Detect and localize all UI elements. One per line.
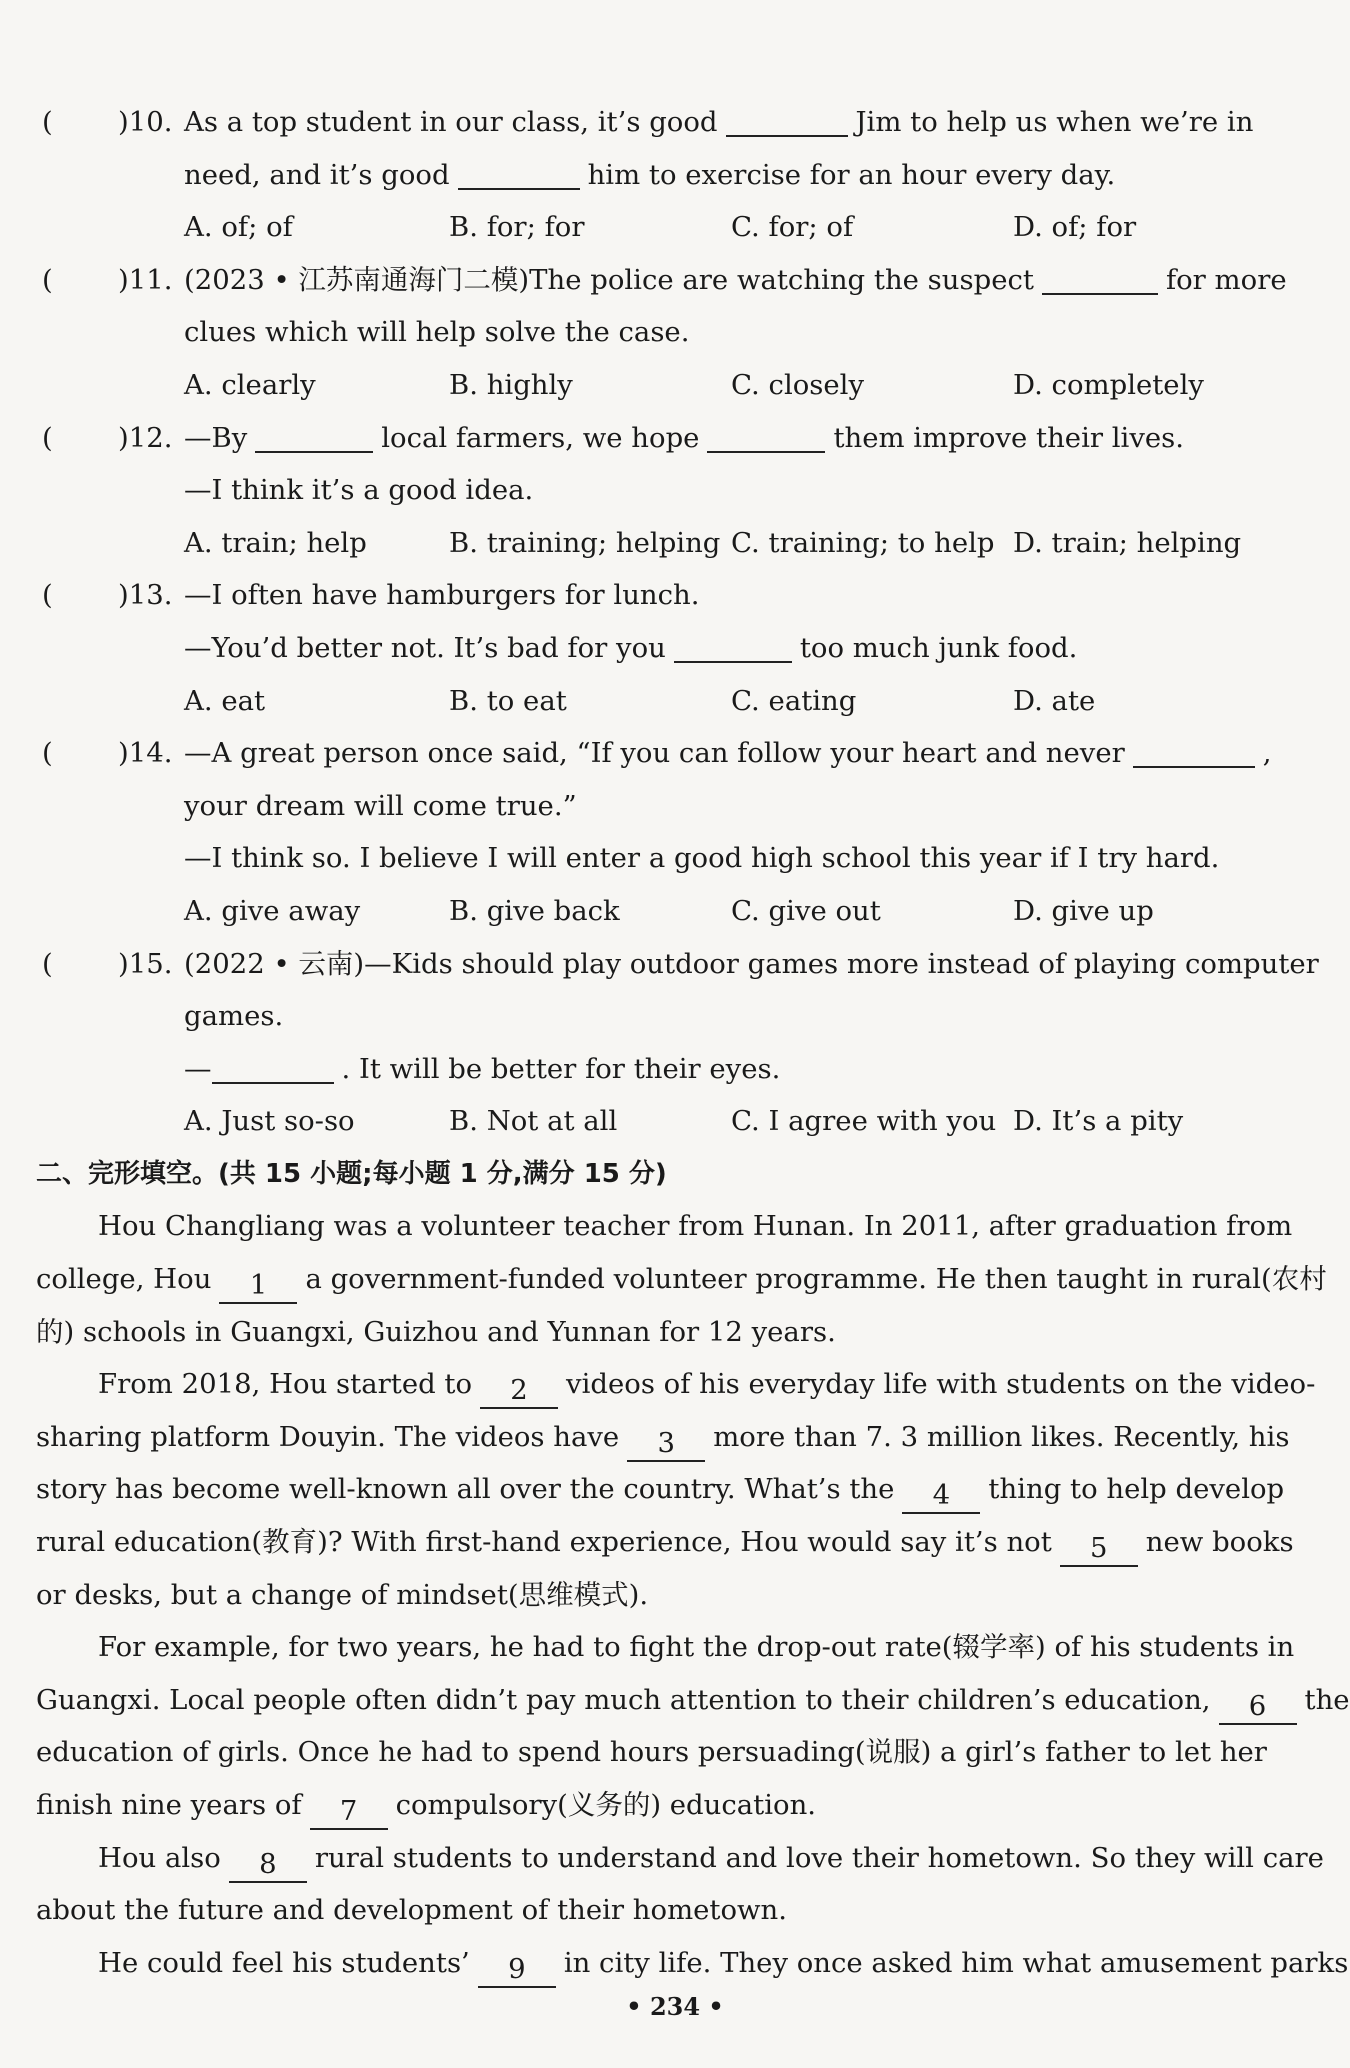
question-text [184,149,1115,202]
q15-options [36,1095,1306,1148]
passage-text: education of girls. Once he had to spend hours persuading(说服) a girl’s father to let her [36,1736,1267,1769]
option-a[interactable]: A. train; help [184,526,367,559]
passage-text-part: rural students to understand and love their hometown. So they will care [314,1841,1324,1874]
option-c[interactable]: C. for; of [731,211,854,244]
question-text: clues which will help solve the case. [184,316,690,349]
question-text-part: them improve their lives. [833,421,1185,454]
question-number: )15. [118,947,173,980]
answer-paren[interactable]: ( [42,106,53,138]
answer-paren[interactable]: ( [42,421,53,454]
q14-line-2 [36,780,1306,833]
passage-text-part: the [1304,1683,1350,1716]
cloze-blank-2[interactable]: 2 [480,1373,558,1409]
option-b[interactable]: B. Not at all [449,1105,618,1138]
passage-line [36,1253,1327,1306]
option-a[interactable]: A. Just so-so [184,1105,355,1138]
passage-text: about the future and development of their hometown. [36,1894,788,1927]
answer-blank[interactable] [212,1048,334,1084]
passage-text [36,1516,1294,1569]
passage-line [36,1200,1306,1253]
question-number: )14. [118,737,173,770]
q14-line-3 [36,832,1306,885]
question-text-part: Jim to help us when we’re in [855,106,1254,138]
option-c[interactable]: C. training; to help [731,526,995,559]
passage-text: For example, for two years, he had to fight the drop-out rate(辍学率) of his students in [98,1631,1295,1664]
question-text: —I think so. I believe I will enter a good high school this year if I try hard. [184,842,1220,875]
passage-text [98,1832,1324,1885]
passage-text-part: Guangxi. Local people often didn’t pay much attention to their children’s education, [36,1683,1211,1716]
q13-line-2 [36,622,1306,675]
answer-paren[interactable]: ( [42,737,53,770]
question-text-part: As a top student in our class, it’s good [184,106,718,138]
answer-paren[interactable]: ( [42,947,53,980]
passage-text: or desks, but a change of mindset(思维模式). [36,1578,649,1611]
passage-text-part: thing to help develop [988,1473,1285,1506]
passage-text [36,1674,1350,1727]
passage-line [36,1884,1306,1937]
q13-options [36,675,1306,728]
passage-text-part: college, Hou [36,1263,212,1296]
passage-line [36,1306,1306,1359]
answer-paren[interactable]: ( [42,579,53,612]
q11-line-2 [36,306,1306,359]
option-b[interactable]: B. highly [449,368,573,401]
option-d[interactable]: D. train; helping [1013,526,1242,559]
answer-blank[interactable] [726,101,848,137]
answer-blank[interactable] [674,627,792,663]
passage-text-part: story has become well-known all over the country. What’s the [36,1473,895,1506]
passage-line [36,1411,1306,1464]
option-d[interactable]: D. of; for [1013,211,1137,244]
option-d[interactable]: D. completely [1013,368,1204,401]
option-b[interactable]: B. training; helping [449,526,721,559]
passage-text-part: in city life. They once asked him what amusement parks [563,1946,1349,1979]
passage-line [36,1674,1350,1727]
option-d[interactable]: D. ate [1013,684,1096,717]
question-text-part: need, and it’s good [184,158,450,191]
question-text: —I often have hamburgers for lunch. [184,579,700,612]
passage-text-part: rural education(教育)? With first-hand experience, Hou would say it’s not [36,1526,1052,1559]
question-number: )10. [118,106,173,138]
q10-line-2 [36,149,1306,202]
q12-options [36,517,1306,570]
passage-text [36,1463,1284,1516]
passage-text-part: a government-funded volunteer programme. He then taught in rural(农村 [305,1263,1327,1296]
option-d[interactable]: D. It’s a pity [1013,1105,1184,1138]
question-text-part: local farmers, we hope [381,421,700,454]
option-c[interactable]: C. give out [731,894,881,927]
passage-text [98,1937,1348,1990]
passage-line [36,1832,1324,1885]
q11-options [36,359,1306,412]
cloze-blank-6[interactable]: 6 [1219,1689,1297,1725]
option-a[interactable]: A. give away [184,894,361,927]
cloze-blank-4[interactable]: 4 [902,1478,980,1514]
worksheet-page [36,96,1350,1989]
cloze-blank-8[interactable]: 8 [229,1847,307,1883]
option-a[interactable]: A. eat [184,684,266,717]
question-text-part: too much junk food. [799,631,1078,664]
cloze-blank-5[interactable]: 5 [1060,1531,1138,1567]
question-text: (2022 • 云南)—Kids should play outdoor games more instead of playing computer [184,947,1319,980]
passage-text-part: From 2018, Hou started to [98,1368,473,1401]
page-number: • 234 • [626,1992,724,2021]
question-text [184,254,1287,307]
q14-line-1 [36,727,1306,780]
answer-blank[interactable] [707,417,825,453]
passage-line [36,1463,1306,1516]
question-text-part: him to exercise for an hour every day. [587,158,1116,191]
q15-line-2 [36,990,1306,1043]
passage-text-part: videos of his everyday life with students on the video- [566,1368,1316,1401]
passage-text [36,1779,816,1832]
option-c[interactable]: C. eating [731,684,857,717]
q14-options [36,885,1306,938]
question-text-part: (2023 • 江苏南通海门二模)The police are watching the suspect [184,263,1034,296]
passage-line [36,1621,1306,1674]
question-text-part: , [1262,737,1272,770]
question-text: games. [184,1000,284,1033]
question-text: —I think it’s a good idea. [184,474,534,507]
answer-blank[interactable] [255,417,373,453]
passage-line [36,1358,1316,1411]
question-text-part: —By [184,421,248,454]
option-b[interactable]: B. for; for [449,211,585,244]
passage-text-part: finish nine years of [36,1789,302,1821]
question-text-part: —A great person once said, “If you can follow your heart and never [184,737,1125,770]
question-text [184,622,1077,675]
passage-text [36,1253,1327,1306]
cloze-blank-9[interactable]: 9 [478,1952,556,1988]
answer-blank[interactable] [1133,732,1255,768]
passage-text [36,1411,1289,1464]
question-text-part: for more [1165,263,1287,296]
question-text: your dream will come true.” [184,789,577,822]
q11-line-1 [36,254,1306,307]
question-text-part: . It will be better for their eyes. [341,1052,781,1085]
question-text-part: —You’d better not. It’s bad for you [184,631,666,664]
question-number: )13. [118,579,173,612]
passage-line [36,1726,1306,1779]
q10-options [36,201,1306,254]
answer-blank[interactable] [1042,259,1158,295]
passage-text [98,1358,1315,1411]
question-text [184,727,1271,780]
option-c[interactable]: C. closely [731,368,865,401]
q12-line-1 [36,412,1306,465]
passage-line [36,1779,1306,1832]
passage-line [36,1516,1306,1569]
option-a[interactable]: A. clearly [184,368,316,401]
question-number: )11. [118,263,173,296]
passage-text-part: new books [1145,1526,1294,1559]
question-text [184,412,1184,465]
option-c[interactable]: C. I agree with you [731,1105,997,1138]
passage-text: Hou Changliang was a volunteer teacher from Hunan. In 2011, after graduation from [98,1210,1293,1243]
section-2-heading-line [36,1148,1306,1201]
passage-line [36,1937,1349,1990]
cloze-blank-7[interactable]: 7 [310,1794,388,1830]
passage-text-part: Hou also [98,1841,221,1874]
passage-text-part: He could feel his students’ [98,1946,470,1979]
passage-text-part: sharing platform Douyin. The videos have [36,1420,620,1453]
section-title: 二、完形填空。(共 15 小题;每小题 1 分,满分 15 分) [36,1158,667,1189]
question-text [184,1043,780,1096]
option-a[interactable]: A. of; of [184,211,293,244]
passage-text-part: more than 7. 3 million likes. Recently, his [713,1420,1290,1453]
option-b[interactable]: B. give back [449,894,620,927]
question-number: )12. [118,421,173,454]
question-text [184,96,1253,149]
answer-paren[interactable]: ( [42,263,53,296]
q15-line-1 [36,938,1319,991]
option-b[interactable]: B. to eat [449,684,567,717]
option-d[interactable]: D. give up [1013,894,1154,927]
cloze-blank-1[interactable]: 1 [219,1268,297,1304]
answer-blank[interactable] [458,154,580,190]
passage-text-part: compulsory(义务的) education. [395,1789,817,1821]
q12-line-2 [36,464,1306,517]
q10-line-1 [36,96,1306,149]
cloze-blank-3[interactable]: 3 [627,1426,705,1462]
question-text-part: — [184,1052,212,1085]
passage-text: 的) schools in Guangxi, Guizhou and Yunnan for 12 years. [36,1315,836,1348]
q13-line-1 [36,569,1306,622]
q15-line-3 [36,1043,1306,1096]
passage-line [36,1569,1306,1622]
